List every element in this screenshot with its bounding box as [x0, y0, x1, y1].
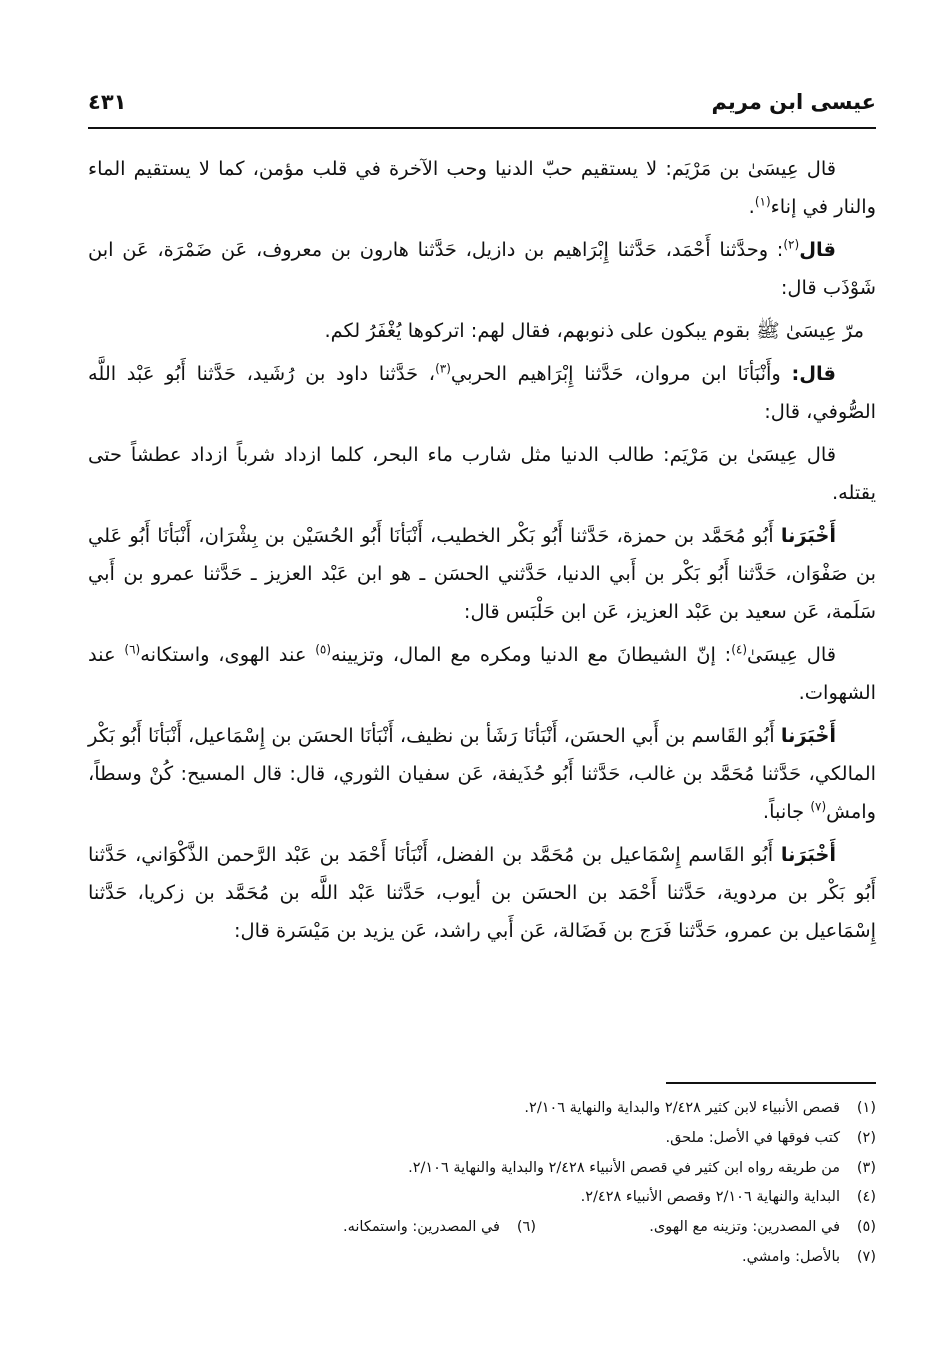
lead-word: قال: [799, 238, 836, 261]
lead-word: أَخْبَرَنا: [780, 524, 836, 547]
header-rule: [88, 127, 876, 129]
footnote-ref[interactable]: (٣): [435, 361, 451, 376]
paragraph-text: أَبُو القَاسم بن أَبي الحسَن، أَنْبَأنَا رَشَأ بن نظيف، أَنْبَأنَا الحسَن بن إِسْمَاعيل، أَنْبَأنَا أَبُو بَكْر المالكي، حَدَّثنا مُحَمَّد بن غالب، حَدَّثنا أَبُو حُذَيفة، عَن سفيان الثوري، قال: قال المسيح: كُنْ وسطاً، وامش: [88, 724, 876, 823]
paragraph-3: [88, 312, 876, 350]
footnote-number: (٥): [856, 1219, 876, 1236]
footnote-item: [536, 1213, 876, 1243]
footnote-item: [88, 1243, 876, 1273]
footnotes: [88, 1094, 876, 1273]
footnote-number: (٣): [856, 1159, 876, 1176]
footnote-ref[interactable]: (٢): [783, 237, 800, 252]
footnote-text: في المصدرين: واستمكانه.: [343, 1219, 500, 1236]
paragraph-7: [88, 636, 876, 712]
paragraph-2: [88, 231, 876, 307]
footnote-item: [88, 1094, 876, 1124]
footnote-item-pair: [88, 1213, 876, 1243]
lead-word: قال:: [791, 362, 836, 385]
paragraph-text: أَبُو مُحَمَّد بن حمزة، حَدَّثنا أَبُو بَكْر الخطيب، أَنْبَأنَا أَبُو الحُسَيْن بن بِشْرَان، أَنْبَأنَا أَبُو عَلي بن صَفْوَان، حَدَّثنا أَبُو بَكْر بن أَبي الدنيا، حَدَّثني الحسَن ـ هو ابن عَبْد العزيز ـ حَدَّثنا عمرو بن أَبي سَلَمة، عَن سعيد بن عَبْد العزيز، عَن ابن حَلْبَس قال:: [88, 524, 876, 623]
footnote-text: البداية والنهاية ٢/١٠٦ وقصص الأنبياء ٢/٤٢٨.: [580, 1189, 840, 1206]
lead-word: أَخْبَرَنا: [780, 724, 836, 747]
main-text: [88, 150, 876, 955]
paragraph-1: [88, 150, 876, 226]
page-number: ٤٣١: [88, 90, 127, 114]
footnote-ref[interactable]: (٤): [731, 642, 748, 657]
paragraph-text: قال عِيسَىٰ بن مَرْيَم: طالب الدنيا مثل شارب ماء البحر، كلما ازداد شرباً ازداد عطشاً حتى يقتله.: [88, 443, 876, 504]
footnote-ref[interactable]: (٧): [810, 799, 827, 814]
lead-word: أَخْبَرَنا: [780, 843, 836, 866]
paragraph-text: قال عِيسَىٰ: [747, 643, 836, 666]
footnote-item: [88, 1154, 876, 1184]
paragraph-text: أَبُو القَاسم إِسْمَاعيل بن مُحَمَّد بن الفضل، أَنْبَأنَا أَحْمَد بن عَبْد الرَّحمن الذَّكْوَاني، حَدَّثنا أَبُو بَكْر بن مردوية، حَدَّثنا أَحْمَد بن الحسَن بن أيوب، حَدَّثنا عَبْد اللَّه بن مُحَمَّد بن زكريا، حَدَّثنا إِسْمَاعيل بن عمرو، حَدَّثنا فَرَج بن فَضَالة، عَن أَبي راشد، عَن يزيد بن مَيْسَرة قال:: [88, 843, 876, 942]
paragraph-tail: عند الشهوات.: [88, 643, 876, 704]
paragraph-tail: عند الهوى، واستكانه: [140, 643, 316, 666]
running-header: [88, 90, 876, 114]
paragraph-5: [88, 436, 876, 512]
footnote-text: من طريقه رواه ابن كثير في قصص الأنبياء ٢/٤٢٨ والبداية والنهاية ٢/١٠٦.: [408, 1159, 840, 1176]
paragraph-text: مرّ عِيسَىٰ ﷺ بقوم يبكون على ذنوبهم، فقال لهم: اتركوها يُغْفَرُ لكم.: [324, 319, 864, 342]
footnote-item: [88, 1124, 876, 1154]
footnote-number: (٢): [856, 1129, 876, 1146]
footnote-ref[interactable]: (٦): [124, 642, 141, 657]
footnote-rule: [666, 1082, 876, 1084]
footnote-text: في المصدرين: وتزينه مع الهوى.: [649, 1219, 840, 1236]
footnote-text: كتب فوقها في الأصل: ملحق.: [665, 1129, 840, 1146]
paragraph-tail: ، حَدَّثنا داود بن رُشَيد، حَدَّثنا أَبُو عَبْد اللَّه الصُّوفي، قال:: [88, 362, 876, 423]
paragraph-text: وأَنْبَأنَا ابن مروان، حَدَّثنا إِبْرَاهيم الحربي: [450, 362, 792, 385]
footnote-number: (١): [856, 1100, 876, 1116]
footnote-number: (٤): [856, 1189, 876, 1206]
footnote-text: قصص الأنبياء لابن كثير ٢/٤٢٨ والبداية والنهاية ٢/١٠٦.: [524, 1100, 840, 1116]
paragraph-tail: جانباً.: [762, 800, 811, 823]
footnote-ref[interactable]: (١): [754, 194, 771, 209]
footnote-number: (٦): [516, 1219, 536, 1236]
paragraph-text: : وحدَّثنا أَحْمَد، حَدَّثنا إِبْرَاهيم بن دازيل، حَدَّثنا هارون بن معروف، عَن ضَمْرَة، عَن ابن شَوْذَب قال:: [88, 238, 876, 299]
chapter-title: عيسى ابن مريم: [711, 90, 876, 114]
paragraph-tail: : إنّ الشيطانَ مع الدنيا ومكره مع المال، وتزيينه: [331, 643, 732, 666]
footnote-number: (٧): [856, 1248, 876, 1265]
paragraph-tail: .: [748, 195, 755, 218]
footnote-text: بالأصل: وامشي.: [742, 1248, 840, 1265]
paragraph-4: [88, 355, 876, 431]
footnote-item: [343, 1213, 536, 1243]
paragraph-text: قال عِيسَىٰ بن مَرْيَم: لا يستقيم حبّ الدنيا وحب الآخرة في قلب مؤمن، كما لا يستقيم الماء والنار في إناء: [88, 157, 876, 218]
footnote-item: [88, 1183, 876, 1213]
paragraph-9: [88, 836, 876, 950]
paragraph-6: [88, 517, 876, 631]
footnote-ref[interactable]: (٥): [315, 642, 332, 657]
paragraph-8: [88, 717, 876, 831]
